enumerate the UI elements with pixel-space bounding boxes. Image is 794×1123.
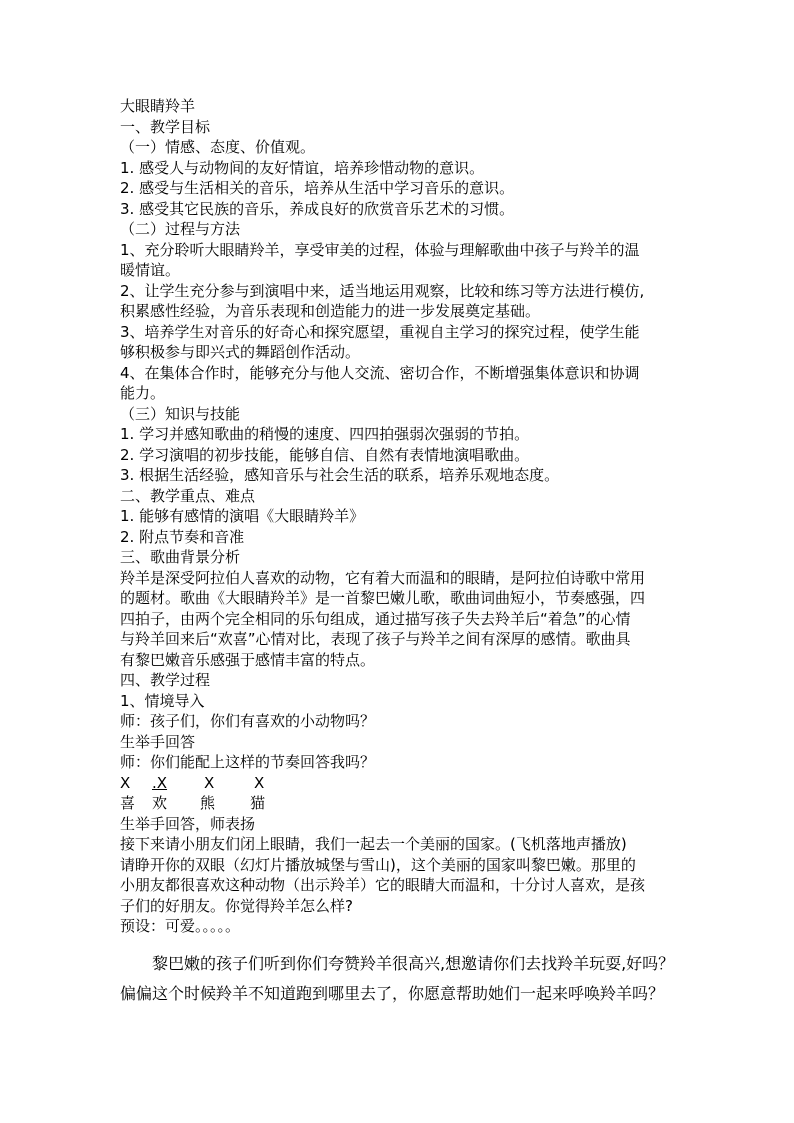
text-line: 暖情谊。 (120, 261, 181, 279)
text-line: 1、充分聆听大眼睛羚羊，享受审美的过程，体验与理解歌曲中孩子与羚羊的温 (120, 240, 640, 259)
subsection-4-1-heading: 1、情境导入 (120, 691, 205, 710)
list-item: 2. 感受与生活相关的音乐，培养从生活中学习音乐的意识。 (120, 179, 515, 197)
text-line: 有黎巴嫩音乐感强于感情丰富的特点。 (120, 650, 376, 669)
text-line: 够积极参与即兴式的舞蹈创作活动。 (120, 343, 361, 361)
text-line: 黎巴嫩的孩子们听到你们夸赞羚羊很高兴,想邀请你们去找羚羊玩耍,好吗？ (152, 953, 675, 973)
text-line: 羚羊是深受阿拉伯人喜欢的动物，它有着大而温和的眼睛，是阿拉伯诗歌中常用 (120, 568, 646, 587)
text-line: 的题材。歌曲《大眼睛羚羊》是一首黎巴嫩儿歌，歌曲词曲短小，节奏感强，四 (120, 589, 646, 607)
spacer (120, 937, 680, 949)
text-line: 与羚羊回来后“欢喜”心情对比，表现了孩子与羚羊之间有深厚的感情。歌曲具 (120, 630, 631, 648)
text-line: 生举手回答，师表扬 (120, 814, 256, 833)
text-line: 小朋友都很喜欢这种动物（出示羚羊）它的眼睛大而温和，十分讨人喜欢，是孩 (120, 876, 646, 894)
lyric-word: 熊 (200, 794, 216, 812)
list-item: 2. 学习演唱的初步技能，能够自信、自然有表情地演唱歌曲。 (120, 445, 530, 464)
list-item: 3. 感受其它民族的音乐，养成良好的欣赏音乐艺术的习惯。 (120, 199, 515, 218)
lyric-word: 欢 (152, 794, 168, 812)
text-line: 师：孩子们，你们有喜欢的小动物吗？ (120, 712, 376, 730)
list-item: 1. 感受人与动物间的友好情谊，培养珍惜动物的意识。 (120, 158, 485, 177)
list-item: 1. 学习并感知歌曲的稍慢的速度、四四拍强弱次强弱的节拍。 (120, 425, 530, 443)
section-2-heading: 二、教学重点、难点 (120, 486, 256, 505)
text-line: 积累感性经验，为音乐表现和创造能力的进一步发展奠定基础。 (120, 302, 541, 320)
doc-title: 大眼睛羚羊 (120, 97, 196, 115)
text-line: 请睁开你的双眼（幻灯片播放城堡与雪山)，这个美丽的国家叫黎巴嫩。那里的 (120, 855, 636, 874)
section-1-heading: 一、教学目标 (120, 117, 211, 136)
rhythm-note: X (254, 773, 265, 792)
section-3-heading: 三、歌曲背景分析 (120, 548, 241, 566)
subsection-1b-heading: （二）过程与方法 (120, 220, 241, 238)
text-line: 子们的好朋友。你觉得羚羊怎么样? (120, 896, 353, 915)
subsection-1a-heading: （一）情感、态度、价值观。 (120, 138, 316, 156)
text-line: 师：你们能配上这样的节奏回答我吗？ (120, 753, 376, 771)
lyric-word: 猫 (250, 794, 266, 812)
section-4-heading: 四、教学过程 (120, 671, 211, 689)
list-item: 1. 能够有感情的演唱《大眼睛羚羊》 (120, 507, 365, 525)
rhythm-notation (120, 773, 680, 814)
text-line: 接下来请小朋友们闭上眼睛，我们一起去一个美丽的国家。(飞机落地声播放) (120, 835, 627, 853)
document-page (120, 96, 680, 1009)
text-line: 预设：可爱。。。。。 (120, 917, 241, 935)
rhythm-note: .X (152, 773, 168, 792)
text-line: 4、在集体合作时，能够充分与他人交流、密切合作，不断增强集体意识和协调 (120, 363, 640, 382)
rhythm-note: X (204, 773, 215, 792)
text-line: 四拍子，由两个完全相同的乐句组成，通过描写孩子失去羚羊后“着急”的心情 (120, 609, 631, 628)
list-item: 3. 根据生活经验，感知音乐与社会生活的联系，培养乐观地态度。 (120, 466, 560, 484)
text-line: 生举手回答 (120, 732, 196, 751)
text-line: 偏偏这个时候羚羊不知道跑到哪里去了，你愿意帮助她们一起来呼唤羚羊吗？ (120, 983, 665, 1003)
subsection-1c-heading: （三）知识与技能 (120, 404, 241, 423)
rhythm-note: X (120, 773, 131, 792)
lyric-word: 喜 (120, 794, 136, 812)
text-line: 3、培养学生对音乐的好奇心和探究愿望，重视自主学习的探究过程，使学生能 (120, 322, 640, 341)
list-item: 2. 附点节奏和音准 (120, 527, 245, 546)
text-line: 能力。 (120, 384, 166, 402)
text-line: 2、让学生充分参与到演唱中来，适当地运用观察，比较和练习等方法进行模仿, (120, 281, 645, 300)
